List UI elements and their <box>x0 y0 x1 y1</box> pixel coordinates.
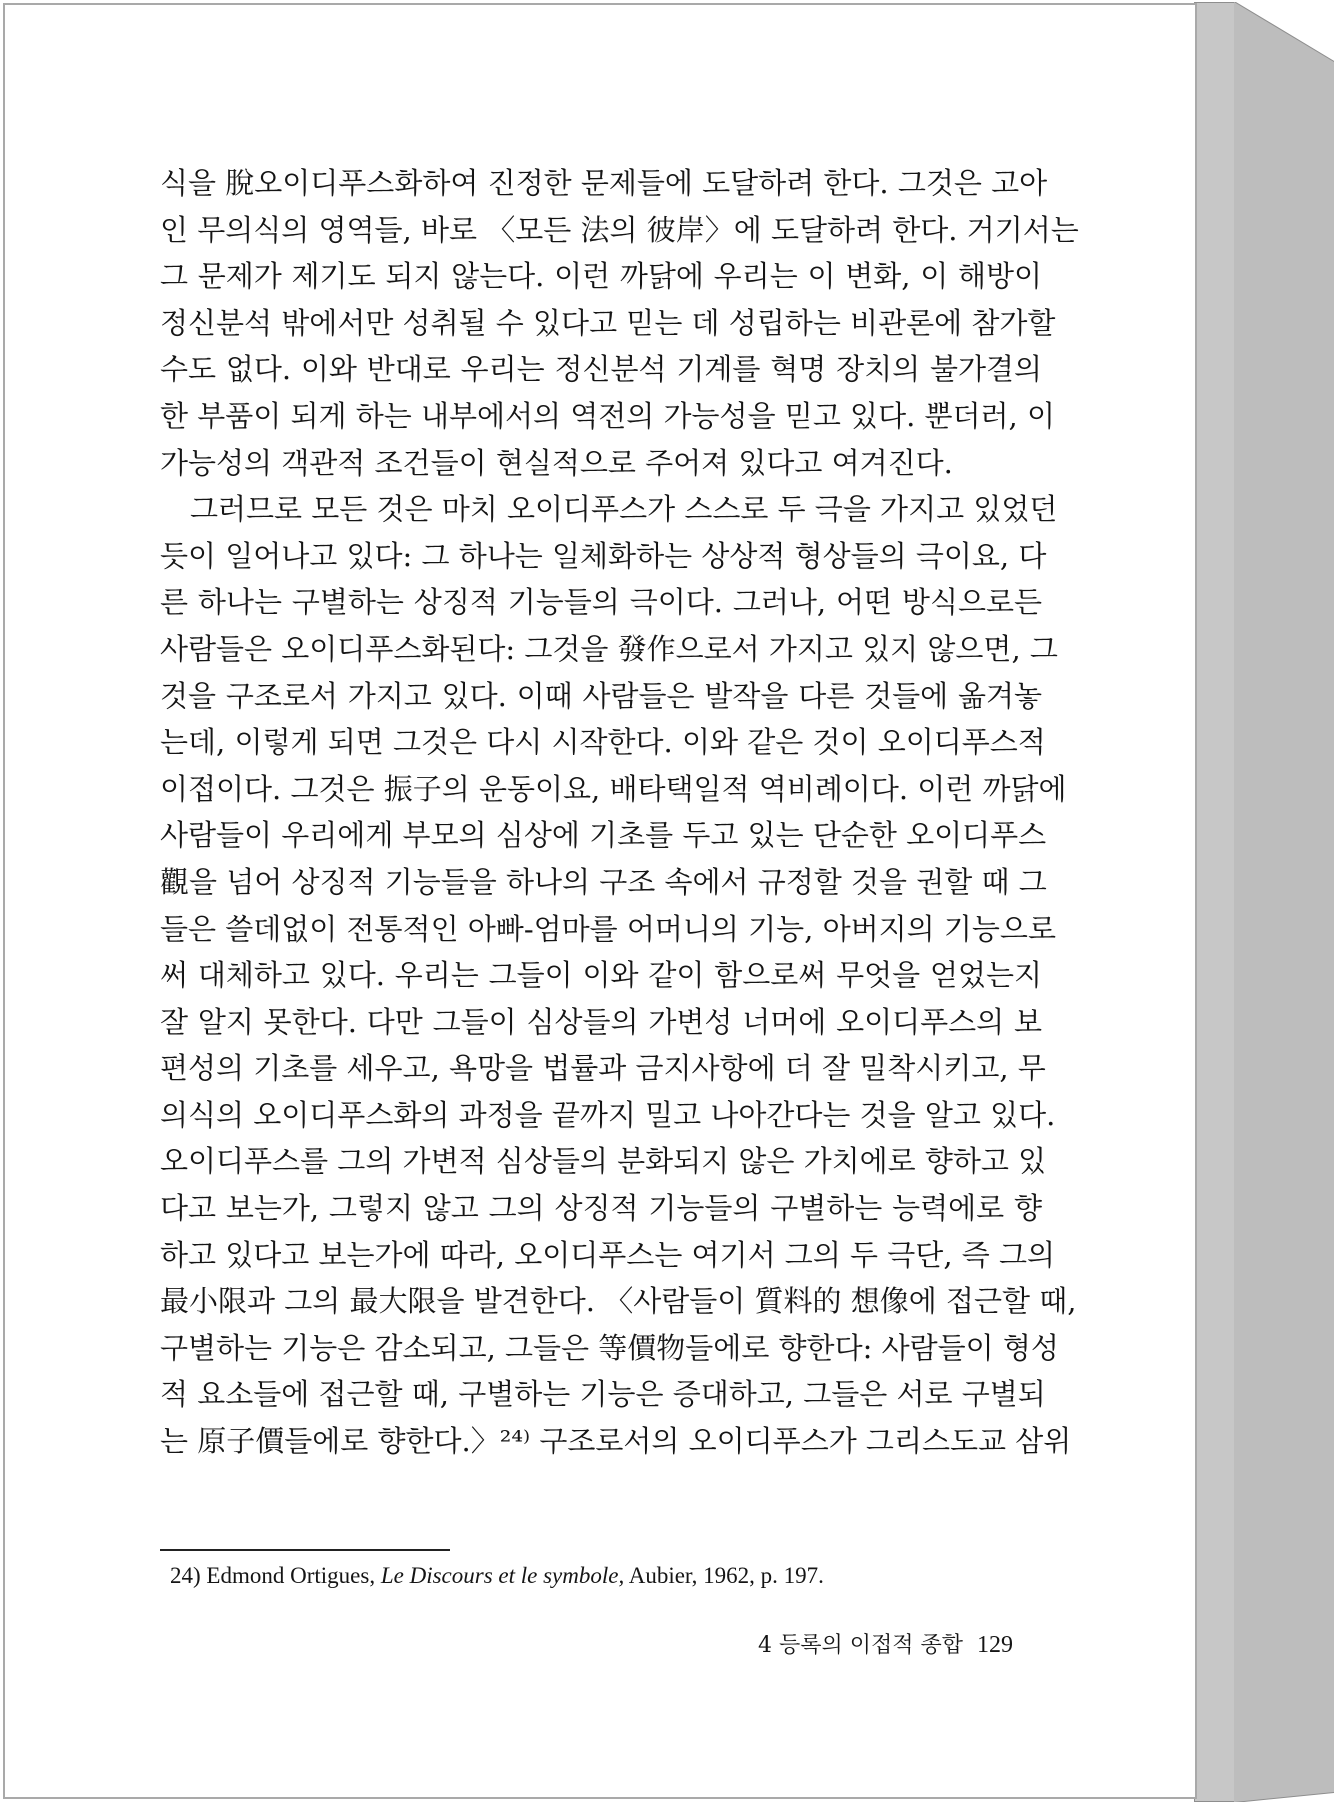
body-line: 는 原子價들에로 향한다.〉²⁴⁾ 구조로서의 오이디푸스가 그리스도교 삼위 <box>160 1424 1072 1459</box>
body-line: 最小限과 그의 最大限을 발견한다. 〈사람들이 質料的 想像에 접근할 때, <box>160 1284 1077 1319</box>
footnote-divider <box>160 1549 450 1551</box>
running-footer <box>700 1628 1013 1659</box>
body-line: 정신분석 밖에서만 성취될 수 있다고 믿는 데 성립하는 비관론에 참가할 <box>160 305 1056 340</box>
body-line: 적 요소들에 접근할 때, 구별하는 기능은 증대하고, 그들은 서로 구별되 <box>160 1377 1046 1412</box>
footnote-publisher: Aubier, 1962, p. 197. <box>628 1563 824 1588</box>
body-line: 잘 알지 못한다. 다만 그들이 심상들의 가변성 너머에 오이디푸스의 보 <box>160 1004 1042 1039</box>
body-line: 써 대체하고 있다. 우리는 그들이 이와 같이 함으로써 무엇을 얻었는지 <box>160 958 1042 993</box>
chapter-title: 4 등록의 이접적 종합 <box>758 1633 963 1658</box>
body-line: 그러므로 모든 것은 마치 오이디푸스가 스스로 두 극을 가지고 있었던 <box>190 492 1058 527</box>
body-line: 것을 구조로서 가지고 있다. 이때 사람들은 발작을 다른 것들에 옮겨놓 <box>160 678 1042 713</box>
body-line: 듯이 일어나고 있다: 그 하나는 일체화하는 상상적 형상들의 극이요, 다 <box>160 538 1047 573</box>
body-line: 른 하나는 구별하는 상징적 기능들의 극이다. 그러나, 어떤 방식으로든 <box>160 585 1042 620</box>
body-line: 수도 없다. 이와 반대로 우리는 정신분석 기계를 혁명 장치의 불가결의 <box>160 352 1042 387</box>
book-page-edge <box>1194 2 1334 1802</box>
body-line: 그 문제가 제기도 되지 않는다. 이런 까닭에 우리는 이 변화, 이 해방이 <box>160 259 1042 294</box>
body-line: 觀을 넘어 상징적 기능들을 하나의 구조 속에서 규정할 것을 권할 때 그 <box>160 864 1047 899</box>
body-line: 하고 있다고 보는가에 따라, 오이디푸스는 여기서 그의 두 극단, 즉 그의 <box>160 1237 1056 1272</box>
body-line: 이접이다. 그것은 振子의 운동이요, 배타택일적 역비례이다. 이런 까닭에 <box>160 771 1067 806</box>
body-line: 다고 보는가, 그렇지 않고 그의 상징적 기능들의 구별하는 능력에로 향 <box>160 1191 1042 1226</box>
body-line: 가능성의 객관적 조건들이 현실적으로 주어져 있다고 여겨진다. <box>160 445 953 480</box>
footnote-number: 24) <box>170 1563 201 1588</box>
body-line: 사람들이 우리에게 부모의 심상에 기초를 두고 있는 단순한 오이디푸스 <box>160 818 1047 853</box>
body-line: 들은 쓸데없이 전통적인 아빠-엄마를 어머니의 기능, 아버지의 기능으로 <box>160 911 1056 946</box>
footnote <box>170 1563 824 1589</box>
body-line: 식을 脫오이디푸스화하여 진정한 문제들에 도달하려 한다. 그것은 고아 <box>160 166 1048 200</box>
footnote-author: Edmond Ortigues, <box>206 1563 376 1588</box>
body-line: 의식의 오이디푸스화의 과정을 끝까지 밀고 나아간다는 것을 알고 있다. <box>160 1097 1056 1132</box>
body-line: 오이디푸스를 그의 가변적 심상들의 분화되지 않은 가치에로 향하고 있 <box>160 1144 1047 1179</box>
body-line: 한 부품이 되게 하는 내부에서의 역전의 가능성을 믿고 있다. 뿐더러, 이 <box>160 398 1056 433</box>
page-number: 129 <box>977 1632 1013 1658</box>
body-line: 는데, 이렇게 되면 그것은 다시 시작한다. 이와 같은 것이 오이디푸스적 <box>160 725 1046 760</box>
body-line: 인 무의식의 영역들, 바로 〈모든 法의 彼岸〉에 도달하려 한다. 거기서는 <box>160 212 1079 247</box>
body-line: 구별하는 기능은 감소되고, 그들은 等價物들에로 향한다: 사람들이 형성 <box>160 1330 1059 1365</box>
body-text <box>160 160 1079 1465</box>
body-line: 편성의 기초를 세우고, 욕망을 법률과 금지사항에 더 잘 밀착시키고, 무 <box>160 1051 1046 1086</box>
footnote-title: Le Discours et le symbole, <box>380 1563 625 1588</box>
body-line: 사람들은 오이디푸스화된다: 그것을 發作으로서 가지고 있지 않으면, 그 <box>160 631 1058 666</box>
